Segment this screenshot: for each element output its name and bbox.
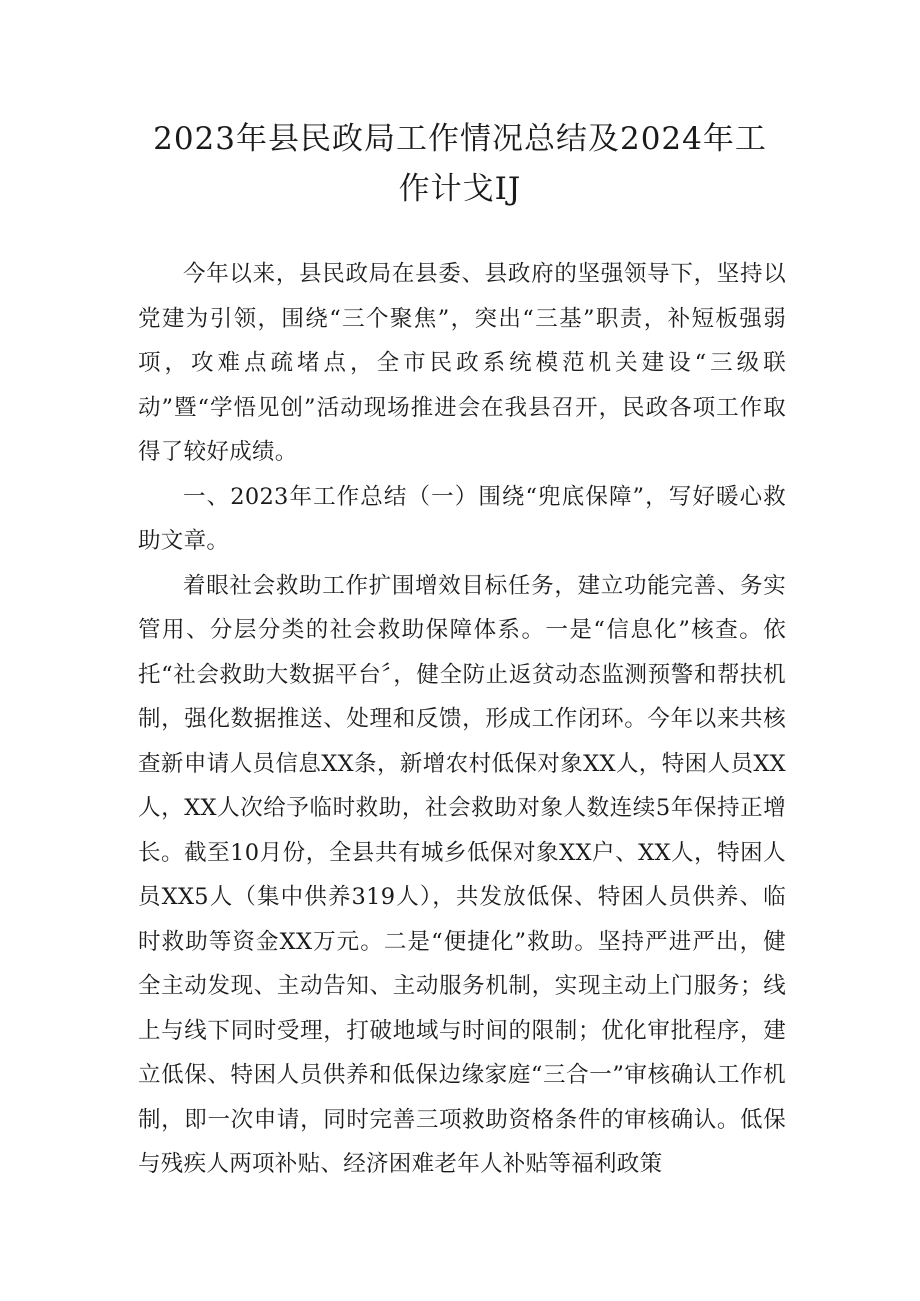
paragraph-section-heading: 一、2023年工作总结（一）围绕“兜底保障”，写好暖心救助文章。	[138, 483, 786, 554]
paragraph-intro: 今年以来，县民政局在县委、县政府的坚强领导下，坚持以党建为引领，围绕“三个聚焦”，突出“三基”职责，补短板强弱项，攻难点疏堵点，全市民政系统模范机关建设“三级联动”暨“学悟见创”活动现场推进会在我县召开，民政各项工作取得了较好成绩。	[138, 261, 786, 465]
document-body	[138, 252, 786, 1187]
document-title-line1: 2023年县民政局工作情况总结及2024年工	[153, 121, 767, 157]
paragraph-social-assistance: 着眼社会救助工作扩围增效目标任务，建立功能完善、务实管用、分层分类的社会救助保障体系。一是“信息化”核查。依托“社会救助大数据平台〞，健全防止返贫动态监测预警和帮扶机制，强化数据推送、处理和反馈，形成工作闭环。今年以来共核查新申请人员信息XX条，新增农村低保对象XX人，特困人员XX人，XX人次给予临时救助，社会救助对象人数连续5年保持正增长。截至10月份，全县共有城乡低保对象XX户、XX人，特困人员XX5人（集中供养319人），共发放低保、特困人员供养、临时救助等资金XX万元。二是“便捷化”救助。坚持严进严出，健全主动发现、主动告知、主动服务机制，实现主动上门服务；线上与线下同时受理，打破地域与时间的限制；优化审批程序，建立低保、特困人员供养和低保边缘家庭“三合一”审核确认工作机制，即一次申请，同时完善三项救助资格条件的审核确认。低保与残疾人两项补贴、经济困难老年人补贴等福利政策	[138, 572, 786, 1177]
document-title-line2: 作计戈IJ	[398, 171, 522, 207]
